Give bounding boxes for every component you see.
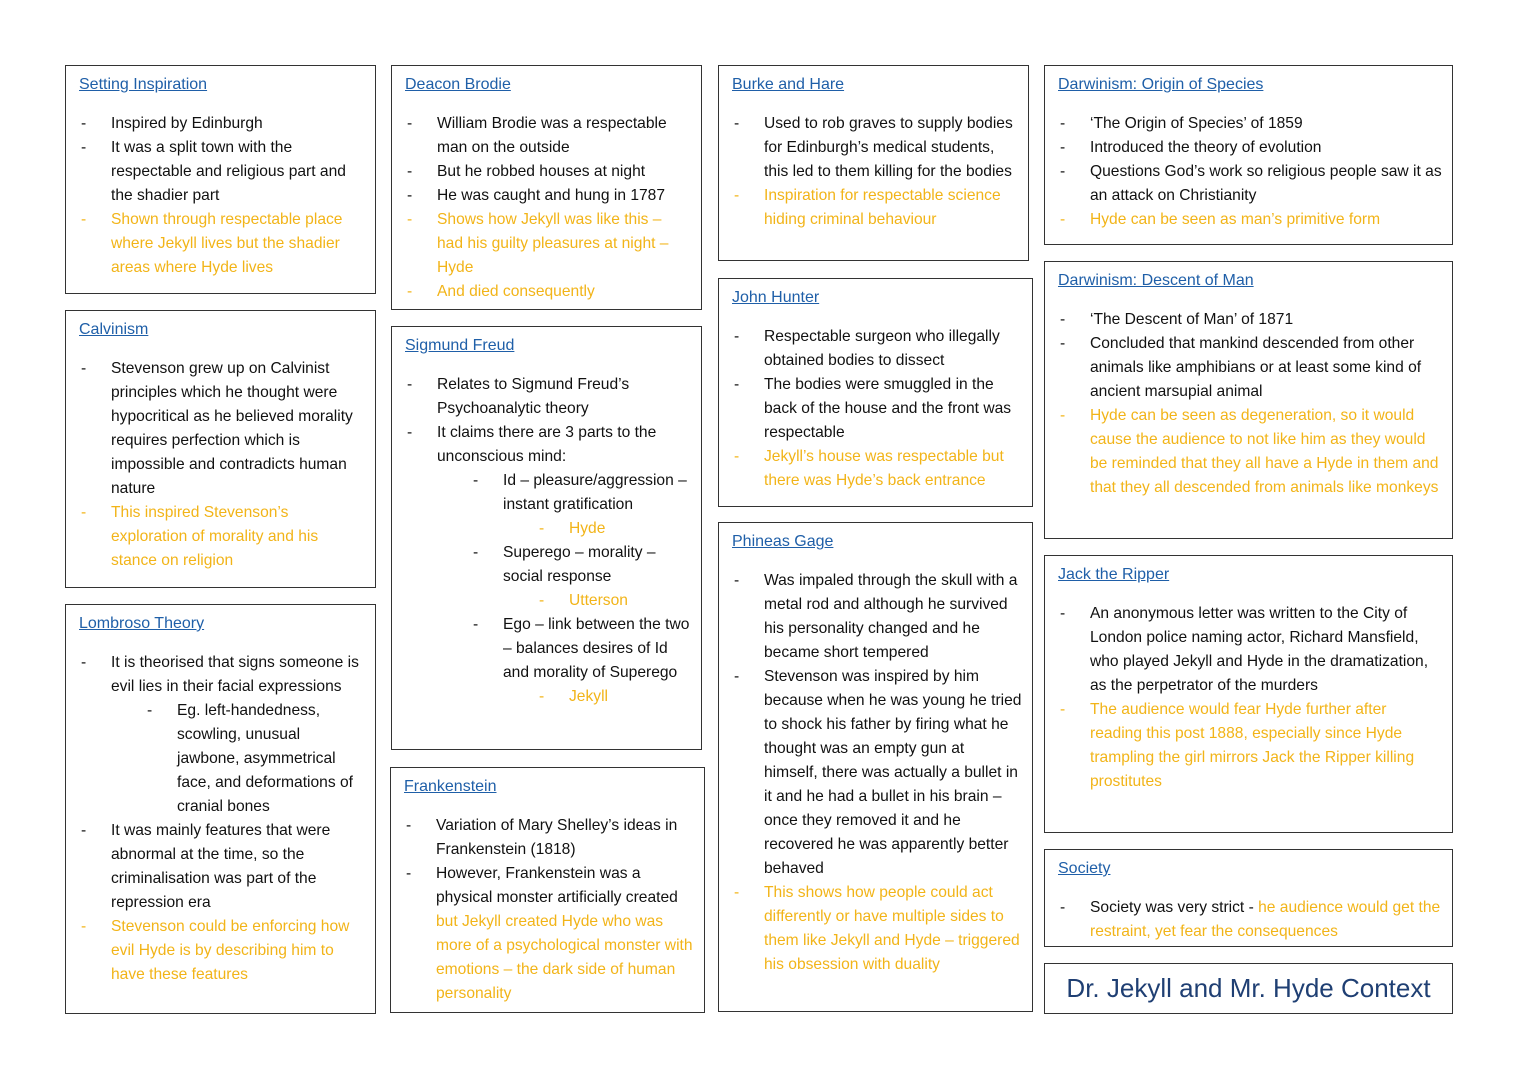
calvinism-point-1: - Stevenson grew up on Calvinist principles which he thought were hypocritical as he believed morality requires perfection which is impossible and contradicts human nature	[79, 357, 365, 501]
freud-id-text: Id – pleasure/aggression – instant gratification	[503, 472, 687, 513]
jack-the-ripper-card	[1044, 555, 1453, 833]
setting-inspiration-card	[65, 65, 376, 294]
setting-inspiration-title: Setting Inspiration	[79, 76, 208, 93]
descent-point-2: - Concluded that mankind descended from other animals like amphibians or at least some kind of ancient marsupial animal	[1058, 332, 1442, 404]
jack-the-ripper-title: Jack the Ripper	[1058, 566, 1170, 583]
hunter-point-2: - The bodies were smuggled in the back of the house and the front was respectable	[732, 373, 1022, 445]
burke-point-1: - Used to rob graves to supply bodies for Edinburgh’s medical students, this led to them killing for the bodies	[732, 112, 1018, 184]
gage-point-1: - Was impaled through the skull with a metal rod and although he survived his personality changed and he became short tempered	[732, 569, 1022, 665]
hunter-point-3: - Jekyll’s house was respectable but there was Hyde’s back entrance	[732, 445, 1022, 493]
deacon-brodie-title: Deacon Brodie	[405, 76, 511, 93]
freud-superego-text: Superego – morality – social response	[503, 544, 656, 585]
freud-point-2	[405, 421, 691, 709]
lombroso-card	[65, 604, 376, 1014]
society-title: Society	[1058, 860, 1111, 877]
brodie-point-2: - But he robbed houses at night	[405, 160, 691, 184]
lombroso-point-3: - Stevenson could be enforcing how evil Hyde is by describing him to have these features	[79, 915, 365, 987]
setting-point-2: - It was a split town with the respectable and religious part and the shadier part	[79, 136, 365, 208]
lombroso-point-2: - It was mainly features that were abnormal at the time, so the criminalisation was part of the repression era	[79, 819, 365, 915]
society-point-1	[1058, 896, 1442, 944]
setting-point-1: - Inspired by Edinburgh	[79, 112, 365, 136]
phineas-gage-title: Phineas Gage	[732, 533, 834, 550]
brodie-point-3: - He was caught and hung in 1787	[405, 184, 691, 208]
gage-point-2: - Stevenson was inspired by him because when he was young he tried to shock his father by firing what he thought was an empty gun at himself, there was actually a bullet in it and he had a bullet in his brain – once they removed it and he recovered he was apparently better behaved	[732, 665, 1022, 881]
burke-and-hare-card	[718, 65, 1029, 261]
hunter-point-1: - Respectable surgeon who illegally obtained bodies to dissect	[732, 325, 1022, 373]
frankenstein-point-2-highlight: but Jekyll created Hyde who was more of a psychological monster with emotions – the dark side of human personality	[436, 913, 693, 1002]
brodie-point-1: - William Brodie was a respectable man on the outside	[405, 112, 691, 160]
frankenstein-point-2-text: However, Frankenstein was a physical monster artificially created	[436, 865, 678, 906]
calvinism-point-2: - This inspired Stevenson’s exploration of morality and his stance on religion	[79, 501, 365, 573]
origin-of-species-card	[1044, 65, 1453, 245]
brodie-point-5: - And died consequently	[405, 280, 691, 304]
descent-of-man-card	[1044, 261, 1453, 539]
freud-id-link: - Hyde	[537, 517, 691, 541]
calvinism-card	[65, 310, 376, 588]
frankenstein-point-1: - Variation of Mary Shelley’s ideas in Frankenstein (1818)	[404, 814, 694, 862]
burke-and-hare-title: Burke and Hare	[732, 76, 845, 93]
descent-point-3: - Hyde can be seen as degeneration, so it would cause the audience to not like him as they would be reminded that they all have a Hyde in them and that they all descended from animals like monkeys	[1058, 404, 1442, 500]
origin-point-3: - Questions God’s work so religious people saw it as an attack on Christianity	[1058, 160, 1442, 208]
burke-point-2: - Inspiration for respectable science hiding criminal behaviour	[732, 184, 1018, 232]
society-point-1-text: Society was very strict -	[1090, 899, 1259, 916]
origin-point-1: - ‘The Origin of Species’ of 1859	[1058, 112, 1442, 136]
origin-point-4: - Hyde can be seen as man’s primitive form	[1058, 208, 1442, 232]
page-title: Dr. Jekyll and Mr. Hyde Context	[1044, 963, 1453, 1014]
freud-superego	[471, 541, 691, 613]
ripper-point-2: - The audience would fear Hyde further after reading this post 1888, especially since Hyde trampling the girl mirrors Jack the Ripper killing prostitutes	[1058, 698, 1442, 794]
ripper-point-1: - An anonymous letter was written to the City of London police naming actor, Richard Mansfield, who played Jekyll and Hyde in the dramatization, as the perpetrator of the murders	[1058, 602, 1442, 698]
calvinism-title: Calvinism	[79, 321, 149, 338]
freud-id	[471, 469, 691, 541]
freud-ego-link: - Jekyll	[537, 685, 691, 709]
sigmund-freud-title: Sigmund Freud	[405, 337, 515, 354]
lombroso-title: Lombroso Theory	[79, 615, 205, 632]
freud-ego-text: Ego – link between the two – balances desires of Id and morality of Superego	[503, 616, 690, 681]
descent-of-man-title: Darwinism: Descent of Man	[1058, 272, 1254, 289]
lombroso-point-1a: - Eg. left-handedness, scowling, unusual jawbone, asymmetrical face, and deformations of cranial bones	[145, 699, 365, 819]
john-hunter-title: John Hunter	[732, 289, 820, 306]
phineas-gage-card	[718, 522, 1033, 1012]
society-card	[1044, 849, 1453, 947]
freud-point-2-text: It claims there are 3 parts to the unconscious mind:	[437, 424, 657, 465]
deacon-brodie-card	[391, 65, 702, 310]
society-point-1-highlight: he audience would get the restraint, yet fear the consequences	[1090, 899, 1441, 940]
freud-superego-link: - Utterson	[537, 589, 691, 613]
frankenstein-point-2	[404, 862, 694, 1006]
setting-point-3: - Shown through respectable place where Jekyll lives but the shadier areas where Hyde lives	[79, 208, 365, 280]
origin-of-species-title: Darwinism: Origin of Species	[1058, 76, 1264, 93]
lombroso-point-1-text: It is theorised that signs someone is evil lies in their facial expressions	[111, 654, 359, 695]
freud-ego	[471, 613, 691, 709]
frankenstein-card	[390, 767, 705, 1013]
gage-point-3: - This shows how people could act differently or have multiple sides to them like Jekyll and Hyde – triggered his obsession with duality	[732, 881, 1022, 977]
frankenstein-title: Frankenstein	[404, 778, 497, 795]
sigmund-freud-card	[391, 326, 702, 750]
john-hunter-card	[718, 278, 1033, 507]
descent-point-1: - ‘The Descent of Man’ of 1871	[1058, 308, 1442, 332]
freud-point-1: - Relates to Sigmund Freud’s Psychoanalytic theory	[405, 373, 691, 421]
brodie-point-4: - Shows how Jekyll was like this – had his guilty pleasures at night – Hyde	[405, 208, 691, 280]
origin-point-2: - Introduced the theory of evolution	[1058, 136, 1442, 160]
lombroso-point-1	[79, 651, 365, 819]
